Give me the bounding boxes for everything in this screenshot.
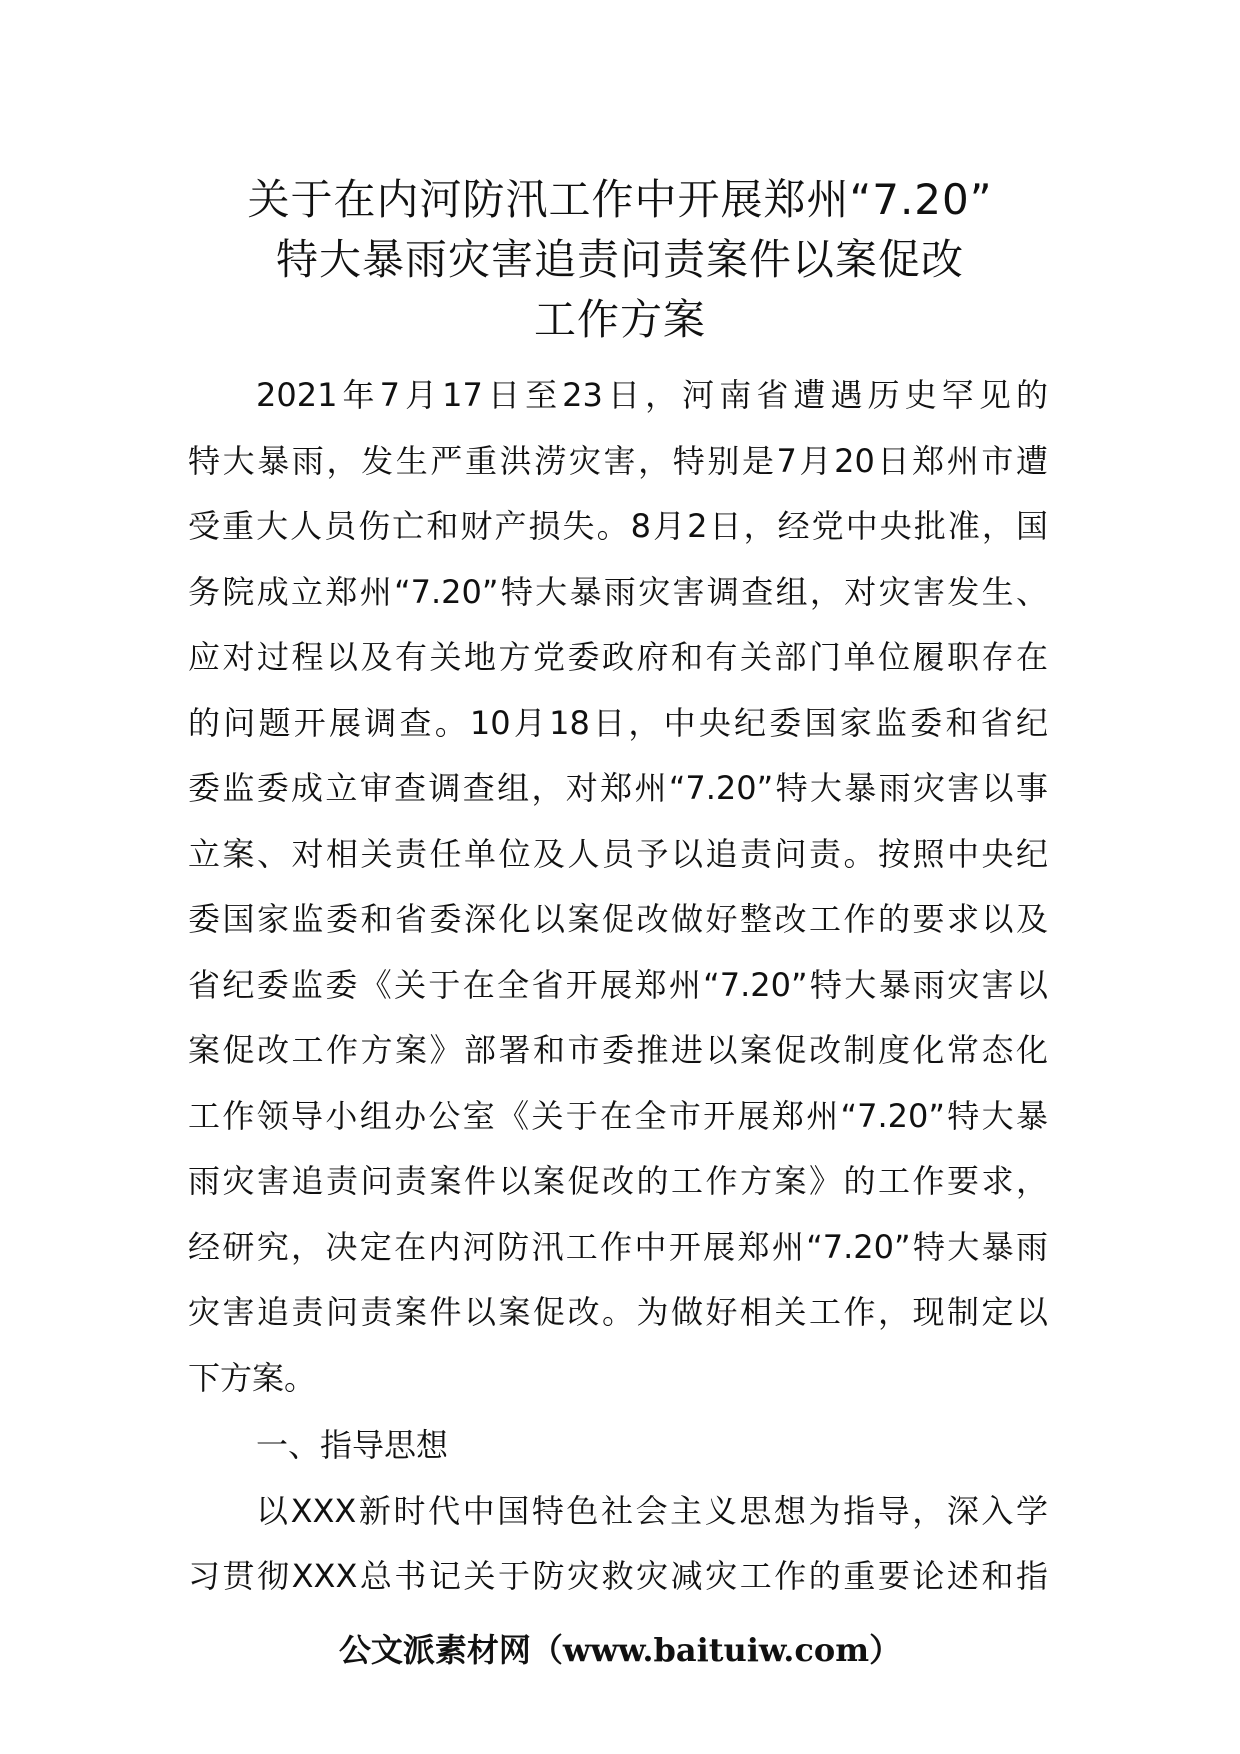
section-line: 以XXX新时代中国特色社会主义思想为指导，深入学 [256, 1491, 1048, 1530]
intro-line: 的问题开展调查。10月18日，中央纪委国家监委和省纪 [188, 703, 1048, 742]
document-body [188, 363, 1048, 1610]
intro-line: 委国家监委和省委深化以案促改做好整改工作的要求以及 [188, 900, 1048, 938]
intro-line: 务院成立郑州“7.20”特大暴雨灾害调查组，对灾害发生、 [188, 572, 1048, 611]
intro-line: 案促改工作方案》部署和市委推进以案促改制度化常态化 [188, 1031, 1048, 1069]
title-line-1: 关于在内河防汛工作中开展郑州“7.20” [247, 175, 993, 224]
intro-line: 灾害追责问责案件以案促改。为做好相关工作，现制定以 [188, 1293, 1048, 1331]
intro-line: 受重大人员伤亡和财产损失。8月2日，经党中央批准，国 [188, 507, 1048, 545]
intro-line: 应对过程以及有关地方党委政府和有关部门单位履职存在 [188, 638, 1048, 676]
title-line-3: 工作方案 [533, 295, 706, 344]
intro-line: 委监委成立审查调查组，对郑州“7.20”特大暴雨灾害以事 [188, 769, 1048, 807]
intro-line: 特大暴雨，发生严重洪涝灾害，特别是7月20日郑州市遭 [188, 441, 1048, 480]
intro-line: 2021年7月17日至23日，河南省遭遇历史罕见的 [256, 376, 1048, 414]
intro-line: 省纪委监委《关于在全省开展郑州“7.20”特大暴雨灾害以 [188, 965, 1048, 1004]
intro-line: 雨灾害追责问责案件以案促改的工作方案》的工作要求， [188, 1162, 1048, 1200]
intro-line: 工作领导小组办公室《关于在全市开展郑州“7.20”特大暴 [188, 1096, 1048, 1135]
footer-watermark: 公文派素材网（www.baituiw.com） [338, 1631, 902, 1669]
section-line: 习贯彻XXX总书记关于防灾救灾减灾工作的重要论述和指 [188, 1557, 1048, 1595]
intro-line: 下方案。 [188, 1358, 317, 1397]
intro-line: 经研究，决定在内河防汛工作中开展郑州“7.20”特大暴雨 [188, 1227, 1048, 1266]
intro-line: 立案、对相关责任单位及人员予以追责问责。按照中央纪 [188, 834, 1048, 873]
title-line-2: 特大暴雨灾害追责问责案件以案促改 [275, 235, 964, 284]
section-heading: 一、指导思想 [256, 1426, 449, 1464]
document-title [150, 170, 1090, 350]
